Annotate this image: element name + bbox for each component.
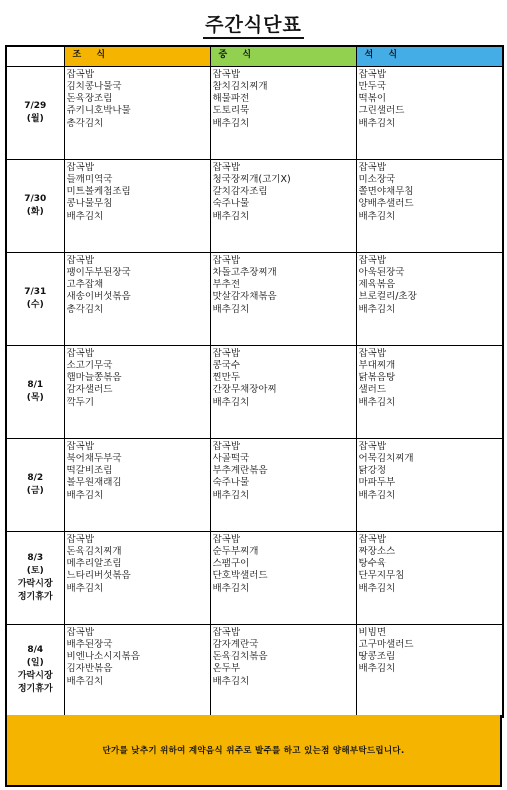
menu-item: 북어채두부국 [66,452,122,464]
menu-item: 미소장국 [358,173,396,185]
menu-item: 돈육김치볶음 [212,651,268,663]
menu-item: 브로컬리/초장 [358,291,417,303]
menu-item: 닭강정 [358,465,387,477]
dinner-cell [356,159,503,252]
menu-item: 배추김치 [358,117,396,129]
menu-item: 배추김치 [358,396,396,408]
menu-item: 잡곡밥 [66,347,95,359]
date-label: 7/30 [24,193,47,204]
date-cell [6,531,64,624]
weekday-label: (화) [26,206,44,217]
menu-item: 배추김치 [66,210,104,222]
menu-item: 잡곡밥 [212,347,241,359]
menu-item: 쥬키니호박나물 [66,105,131,117]
weekday-label: (일) [26,658,44,669]
menu-item: 쫄면야채무침 [358,186,414,198]
header-dinner: 석 식 [356,46,503,66]
menu-item: 잡곡밥 [358,161,387,173]
breakfast-cell [64,66,210,159]
menu-item: 단무지무침 [358,570,405,582]
menu-item: 배추김치 [212,489,250,501]
lunch-cell [210,252,356,345]
date-label: 8/1 [27,379,44,390]
menu-item: 감자샐러드 [66,384,113,396]
menu-item: 햄마늘쫑볶음 [66,372,122,384]
menu-item: 미트볼케첩조림 [66,186,131,198]
breakfast-cell [64,345,210,438]
menu-item: 샐러드 [358,384,387,396]
menu-item: 참치김치찌개 [212,80,268,92]
menu-item: 떡갈비조림 [66,465,113,477]
menu-item: 배추김치 [66,675,104,687]
lunch-cell [210,531,356,624]
footer-notice: 단가를 낮추기 위하여 계약음식 위주로 발주를 하고 있는점 양해부탁드립니다. [5,715,502,787]
date-label: 7/31 [24,286,47,297]
holiday-note: 정기휴가 [17,591,53,602]
lunch-cell [210,438,356,531]
menu-item: 숙주나물 [212,198,250,210]
menu-item: 잡곡밥 [212,626,241,638]
breakfast-cell [64,624,210,717]
menu-item: 온두부 [212,663,241,675]
menu-item: 콩국수 [212,359,241,371]
menu-item: 비엔나소시지볶음 [66,651,140,663]
page-title: 주간식단표 [0,10,507,37]
menu-item: 청국장찌개(고기X) [212,173,291,185]
menu-item: 그린샐러드 [358,105,405,117]
menu-item: 배추김치 [358,489,396,501]
menu-item: 스팸구이 [212,558,250,570]
menu-item: 배추김치 [212,117,250,129]
day-row [6,624,503,717]
menu-item: 만두국 [358,80,387,92]
menu-item: 돈육김치찌개 [66,545,122,557]
menu-item: 고추잡채 [66,279,104,291]
dinner-cell [356,345,503,438]
menu-item: 숙주나물 [212,477,250,489]
menu-item: 배추김치 [212,210,250,222]
holiday-note: 가락시장 [17,578,53,589]
menu-item: 감자계란국 [212,638,259,650]
menu-item: 차돌고추장찌개 [212,266,277,278]
menu-item: 잡곡밥 [212,161,241,173]
menu-item: 도토리묵 [212,105,250,117]
menu-item: 잡곡밥 [66,68,95,80]
dinner-cell [356,531,503,624]
menu-item: 팽이두부된장국 [66,266,131,278]
menu-item: 배추김치 [358,303,396,315]
breakfast-cell [64,531,210,624]
day-row [6,66,503,159]
menu-item: 느타리버섯볶음 [66,570,131,582]
menu-item: 잡곡밥 [66,440,95,452]
menu-item: 잡곡밥 [212,254,241,266]
menu-item: 잡곡밥 [66,161,95,173]
menu-item: 찐만두 [212,372,241,384]
menu-item: 김자반볶음 [66,663,113,675]
menu-item: 배추김치 [212,303,250,315]
menu-item: 잡곡밥 [66,626,95,638]
menu-item: 부대찌개 [358,359,396,371]
menu-item: 갈치감자조림 [212,186,268,198]
menu-item: 김치콩나물국 [66,80,122,92]
dinner-cell [356,624,503,717]
menu-item: 마파두부 [358,477,396,489]
weekday-label: (토) [26,565,44,576]
breakfast-cell [64,159,210,252]
breakfast-cell [64,252,210,345]
menu-item: 잡곡밥 [212,440,241,452]
lunch-cell [210,345,356,438]
lunch-cell [210,66,356,159]
menu-item: 총각김치 [66,303,104,315]
lunch-cell [210,624,356,717]
menu-item: 배추김치 [66,582,104,594]
menu-item: 총각김치 [66,117,104,129]
menu-item: 간장무채장아찌 [212,384,277,396]
menu-item: 잡곡밥 [212,533,241,545]
menu-item: 잡곡밥 [358,440,387,452]
header-breakfast: 조 식 [64,46,210,66]
date-cell [6,66,64,159]
menu-item: 짜장소스 [358,545,396,557]
menu-item: 해물파전 [212,93,250,105]
menu-item: 배추김치 [66,489,104,501]
day-row [6,159,503,252]
dinner-cell [356,66,503,159]
holiday-note: 가락시장 [17,671,53,682]
menu-item: 땅콩조림 [358,651,396,663]
menu-item: 배추된장국 [66,638,113,650]
menu-item: 어묵김치찌개 [358,452,414,464]
header-row [6,46,503,66]
menu-item: 배추김치 [212,675,250,687]
weekly-menu-table [5,45,504,718]
holiday-note: 정기휴가 [17,684,53,695]
day-row [6,252,503,345]
date-cell [6,252,64,345]
menu-item: 단호박샐러드 [212,570,268,582]
menu-item: 깍두기 [66,396,95,408]
weekday-label: (수) [26,299,44,310]
date-label: 8/2 [27,472,44,483]
dinner-cell [356,252,503,345]
menu-item: 볼무원재래김 [66,477,122,489]
menu-item: 잡곡밥 [358,254,387,266]
menu-item: 순두부찌개 [212,545,259,557]
dinner-cell [356,438,503,531]
menu-item: 닭볶음탕 [358,372,396,384]
date-label: 7/29 [24,100,47,111]
breakfast-cell [64,438,210,531]
menu-item: 콩나물무침 [66,198,113,210]
weekday-label: (금) [26,485,44,496]
weekday-label: (목) [26,392,44,403]
menu-item: 배추김치 [358,210,396,222]
day-row [6,345,503,438]
date-cell [6,624,64,717]
menu-item: 들깨미역국 [66,173,113,185]
menu-item: 맛살감자채볶음 [212,291,277,303]
date-cell [6,345,64,438]
menu-item: 부추전 [212,279,241,291]
date-label: 8/3 [27,552,44,563]
menu-item: 배추김치 [212,396,250,408]
weekday-label: (월) [26,113,44,124]
date-cell [6,159,64,252]
menu-item: 배추김치 [358,582,396,594]
menu-item: 부추계란볶음 [212,465,268,477]
menu-item: 잡곡밥 [358,533,387,545]
header-corner [6,46,64,66]
header-lunch: 중 식 [210,46,356,66]
menu-item: 새송이버섯볶음 [66,291,131,303]
menu-item: 배추김치 [358,663,396,675]
menu-item: 메추리알조림 [66,558,122,570]
day-row [6,438,503,531]
day-row [6,531,503,624]
menu-item: 잡곡밥 [358,68,387,80]
menu-item: 사골떡국 [212,452,250,464]
lunch-cell [210,159,356,252]
menu-item: 고구마샐러드 [358,638,414,650]
menu-item: 배추김치 [212,582,250,594]
menu-item: 돈육장조림 [66,93,113,105]
menu-item: 잡곡밥 [66,533,95,545]
menu-item: 떡볶이 [358,93,387,105]
menu-item: 잡곡밥 [358,347,387,359]
menu-item: 양배추샐러드 [358,198,414,210]
menu-item: 소고기무국 [66,359,113,371]
date-cell [6,438,64,531]
date-label: 8/4 [27,645,44,656]
menu-item: 잡곡밥 [212,68,241,80]
menu-item: 잡곡밥 [66,254,95,266]
menu-item: 아욱된장국 [358,266,405,278]
menu-item: 비빔면 [358,626,387,638]
menu-item: 탕수육 [358,558,387,570]
menu-item: 제육볶음 [358,279,396,291]
